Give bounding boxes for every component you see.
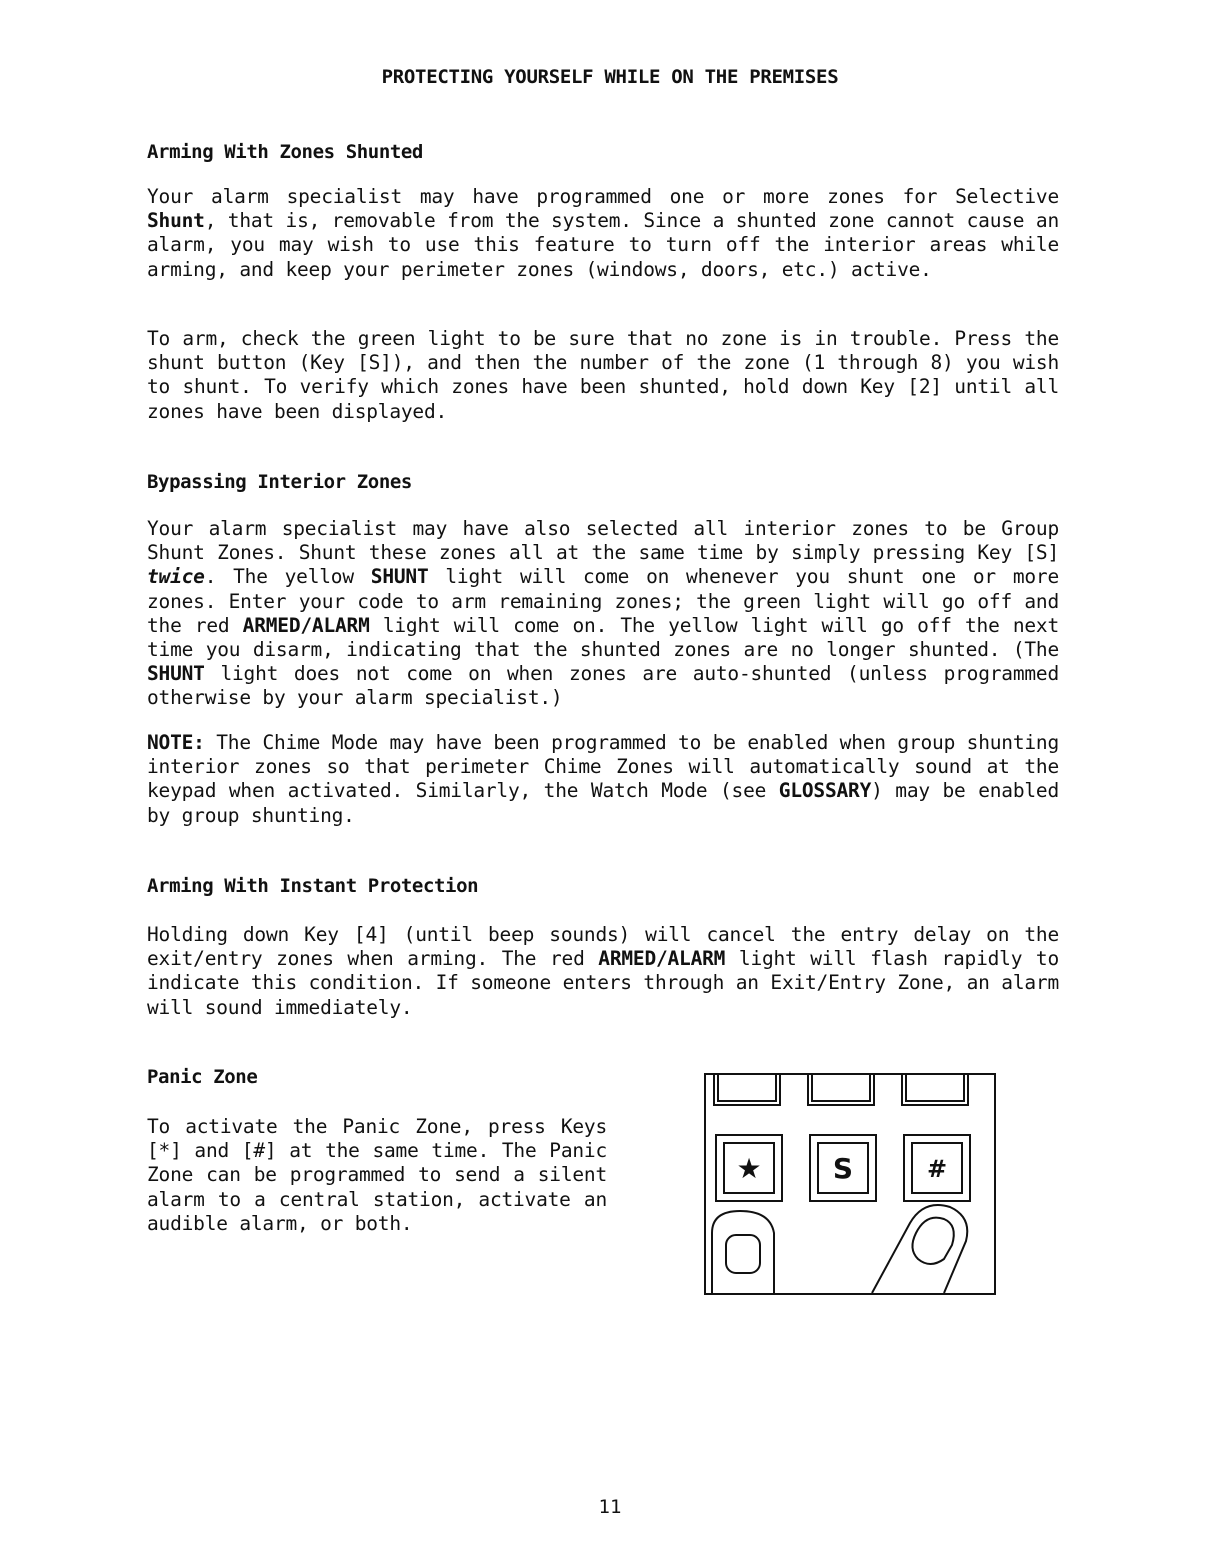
- paragraph-panic-zone: To activate the Panic Zone, press Keys [*] and [#] at the same time. The Panic Zone can be programmed to send a silent alarm to a central station, activate an audible alarm, or both.: [147, 1115, 607, 1235]
- key-star-label: ★: [736, 1152, 762, 1185]
- paragraph-note-chime: [147, 731, 1059, 828]
- left-finger-icon: [712, 1211, 774, 1293]
- term-armed-alarm: ARMED/ALARM: [598, 947, 726, 971]
- page-number: 11: [598, 1496, 622, 1518]
- text: light will come on whenever you shunt one or more zones. Enter your code to arm remaining zones; the green light will go off and the red: [147, 565, 1059, 637]
- term-armed-alarm: ARMED/ALARM: [242, 613, 370, 637]
- text: light will flash rapidly to indicate this condition. If someone enters through an Exit/Entry Zone, an alarm will sound immediately.: [147, 947, 1059, 1019]
- text: ) may be enabled by group shunting.: [147, 779, 1059, 827]
- keypad-illustration: [704, 1073, 996, 1295]
- key-s-label: S: [832, 1152, 854, 1185]
- heading-arming-with-instant-protection: Arming With Instant Protection: [147, 875, 479, 897]
- text: light does not come on when zones are auto-shunted (unless programmed otherwise by your alarm specialist.): [147, 662, 1059, 710]
- key-hash-label: #: [926, 1155, 948, 1183]
- paragraph-group-shunt: [147, 517, 1059, 711]
- text: Your alarm specialist may have programmed one or more zones for Selective: [147, 185, 1059, 208]
- term-shunt-light: SHUNT: [370, 565, 429, 589]
- page-title: PROTECTING YOURSELF WHILE ON THE PREMISES: [381, 66, 839, 88]
- paragraph-how-to-shunt: To arm, check the green light to be sure that no zone is in trouble. Press the shunt button (Key [S]), and then the number of the zone (1 through 8) you wish to shunt. To verify which zones have been shunted, hold down Key [2] until all zones have been displayed.: [147, 327, 1059, 423]
- term-glossary: GLOSSARY: [778, 779, 872, 803]
- paragraph-selective-shunt: [147, 185, 1059, 282]
- term-shunt: Shunt: [147, 209, 205, 233]
- text: Holding down Key [4] (until beep sounds) will cancel the entry delay on the exit/entry zones when arming. The red: [147, 923, 1059, 971]
- term-shunt-light: SHUNT: [147, 662, 205, 686]
- emphasis-twice: twice: [147, 565, 205, 589]
- text: , that is, removable from the system. Since a shunted zone cannot cause an alarm, you may wish to use this feature to turn off the interior areas while arming, and keep your perimeter zones (windows, doors, etc.) active.: [147, 209, 1059, 281]
- text: light will come on. The yellow light will go off the next time you disarm, indicating that the shunted zones are no longer shunted. (The: [147, 613, 1059, 662]
- heading-arming-with-zones-shunted: Arming With Zones Shunted: [147, 141, 423, 163]
- heading-bypassing-interior-zones: Bypassing Interior Zones: [147, 471, 412, 493]
- text: . The yellow: [204, 565, 371, 589]
- text: The Chime Mode may have been programmed to be enabled when group shunting interior zones so that perimeter Chime Zones will automatically sound at the keypad when activated. Similarly, the Watch Mode (see: [147, 731, 1059, 803]
- heading-panic-zone: Panic Zone: [147, 1066, 258, 1088]
- paragraph-instant-protection: [147, 923, 1059, 1020]
- note-label: NOTE:: [147, 731, 205, 754]
- text: Your alarm specialist may have also selected all interior zones to be Group Shunt Zones. Shunt these zones all at the same time by simply pressing Key [S]: [147, 517, 1059, 565]
